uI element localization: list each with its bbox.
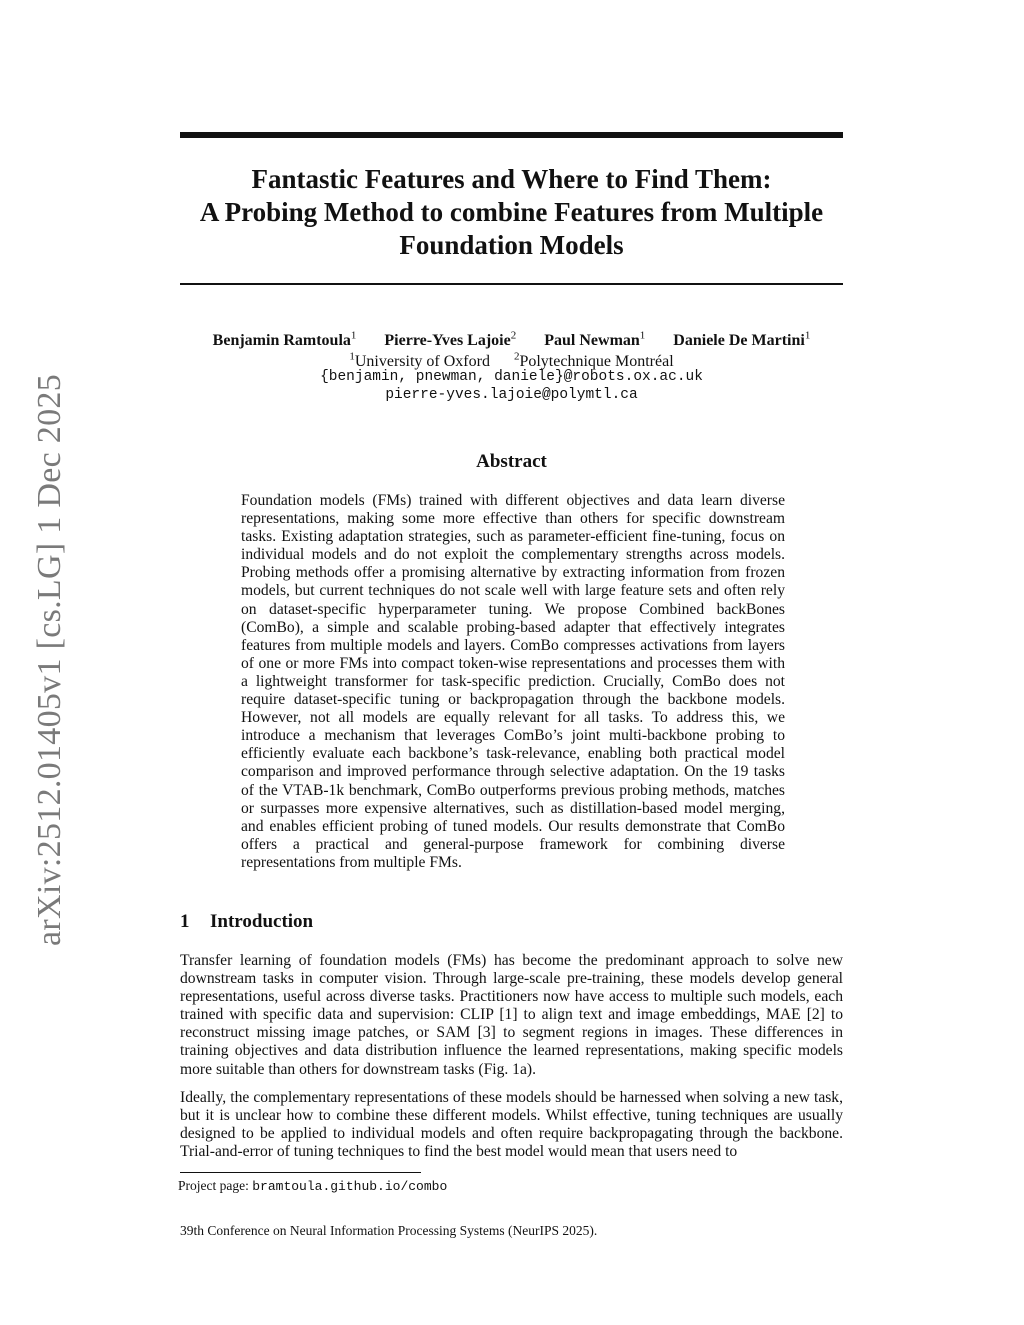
author-emails: {benjamin, pnewman, daniele}@robots.ox.ac.uk <box>320 369 703 385</box>
title-bottom-rule <box>180 283 843 285</box>
intro-paragraph-2: Ideally, the complementary representations of these models should be harnessed when solving a new task, but it is unclear how to combine these different models. Whilst effective, tuning techniques are usually designed to be applied to individual models and often require backpropagating through the backbone. Trial-and-error of tuning techniques to find the best model would mean that users need to <box>180 1089 843 1161</box>
paper-title <box>180 163 843 262</box>
section-number: 1 <box>180 911 190 932</box>
title-line-2: A Probing Method to combine Features from Multiple <box>199 197 824 227</box>
author: Pierre-Yves Lajoie$^2$ <box>384 330 517 350</box>
arxiv-identifier: arXiv:2512.01405v1 [cs.LG] 1 Dec 2025 <box>31 374 68 946</box>
abstract-heading: Abstract <box>476 451 547 472</box>
affiliation: $^2$Polytechnique Montréal <box>513 351 674 371</box>
footnote-label: Project page: <box>178 1178 249 1193</box>
abstract-text: Foundation models (FMs) trained with different objectives and data learn diverse representations, making some more effective than others for specific downstream tasks. Existing adaptation strategies, such as parameter-efficient fine-tuning, focus on individual models and do not exploit the complementary strengths across models. Probing methods offer a promising alternative by extracting information from frozen models, but current techniques do not scale well with large feature sets and often rely on dataset-specific hyperparameter tuning. We propose Combined backBones (ComBo), a simple and scalable probing-based adapter that effectively integrates features from multiple models and layers. ComBo compresses activations from layers of one or more FMs into compact token-wise representations and processes them with a lightweight transformer for task-specific prediction. Crucially, ComBo does not require dataset-specific tuning or backpropagation through the backbone models. However, not all models are equally relevant for all tasks. To address this, we introduce a mechanism that leverages ComBo’s joint multi-backbone probing to efficiently evaluate each backbone’s task-relevance, enabling both practical model comparison and improved performance through selective adaptation. On the 19 tasks of the VTAB-1k benchmark, ComBo outperforms previous probing methods, matches or surpasses more expensive alternatives, such as distillation-based model merging, and enables efficient probing of tuned models. Our results demonstrate that ComBo offers a practical and general-purpose framework for combining diverse representations from multiple FMs. <box>241 492 785 871</box>
footnote <box>178 1177 841 1196</box>
title-line-1: Fantastic Features and Where to Find Them: <box>251 164 772 194</box>
author: Benjamin Ramtoula$^1$ <box>212 330 357 350</box>
affiliation: $^1$University of Oxford <box>349 351 490 371</box>
author-email-secondary: pierre-yves.lajoie@polymtl.ca <box>385 387 638 403</box>
author: Daniele De Martini$^1$ <box>673 330 811 350</box>
title-top-rule <box>180 132 843 138</box>
title-line-3: Foundation Models <box>399 230 624 260</box>
conference-note: 39th Conference on Neural Information Processing Systems (NeurIPS 2025). <box>180 1223 598 1238</box>
section-title: Introduction <box>210 911 314 932</box>
footnote-rule <box>180 1172 421 1173</box>
project-page-link[interactable]: bramtoula.github.io/combo <box>252 1179 448 1194</box>
section-heading-introduction <box>180 910 843 934</box>
author: Paul Newman$^1$ <box>544 330 646 350</box>
intro-paragraph-1: Transfer learning of foundation models (FMs) has become the predominant approach to solve new downstream tasks in computer vision. Through large-scale pre-training, these models develop general representations, useful across diverse tasks. Practitioners now have access to multiple such models, each trained with specific data and supervision: CLIP [1] to align text and image embeddings, MAE [2] to reconstruct missing image patches, or SAM [3] to segment regions in images. These differences in training objectives and data distribution influence the learned representations, making specific models more suitable than others for downstream tasks (Fig. 1a). <box>180 952 843 1078</box>
